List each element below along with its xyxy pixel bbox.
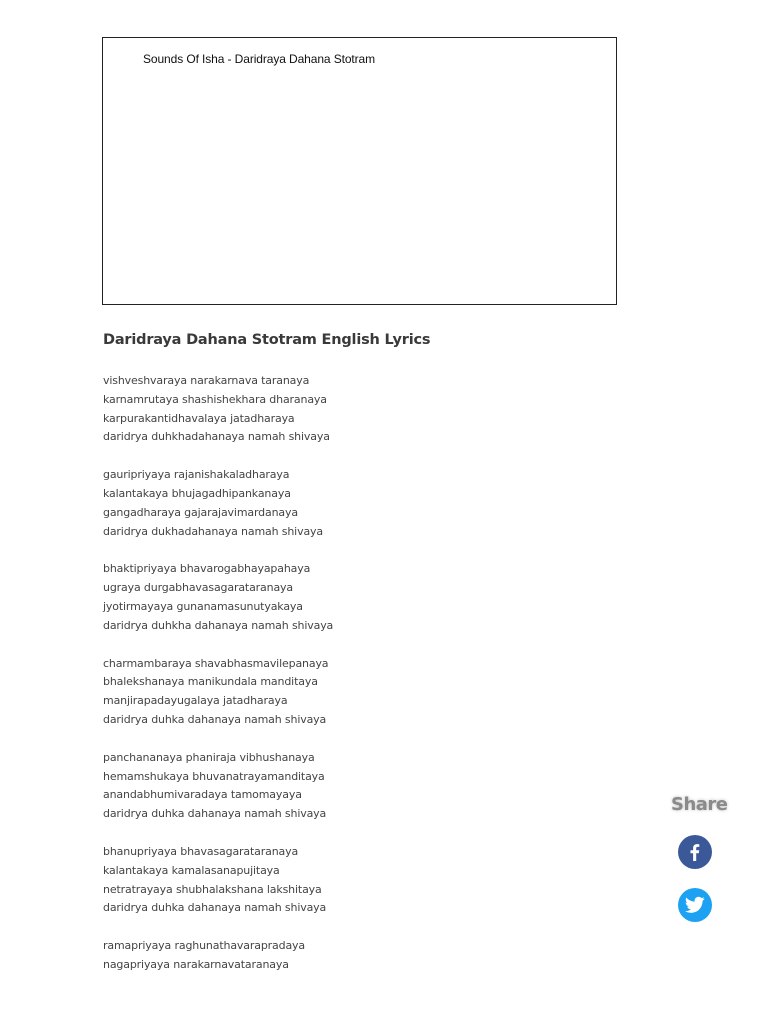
lyric-line: ramapriyaya raghunathavarapradaya — [103, 939, 305, 953]
stanza — [103, 466, 603, 541]
stanza — [103, 372, 603, 447]
stanza — [103, 937, 603, 975]
lyric-line: panchananaya phaniraja vibhushanaya — [103, 750, 315, 764]
lyric-line: gauripriyaya rajanishakaladharaya — [103, 468, 290, 482]
facebook-share-button[interactable] — [678, 835, 712, 869]
stanza — [103, 560, 603, 635]
lyric-line: anandabhumivaradaya tamomayaya — [103, 788, 302, 802]
lyric-line: daridrya duhka dahanaya namah shivaya — [103, 712, 327, 726]
stanza — [103, 655, 603, 730]
lyric-line: daridrya dukhadahanaya namah shivaya — [103, 524, 323, 538]
lyric-line: kalantakaya kamalasanapujitaya — [103, 863, 280, 877]
video-title[interactable]: Sounds Of Isha - Daridraya Dahana Stotram — [143, 52, 376, 66]
lyrics-heading: Daridraya Dahana Stotram English Lyrics — [103, 332, 431, 348]
lyric-line: kalantakaya bhujagadhipankanaya — [103, 486, 291, 500]
lyric-line: bhaktipriyaya bhavarogabhayapahaya — [103, 562, 311, 576]
lyric-line: daridrya duhka dahanaya namah shivaya — [103, 901, 327, 915]
lyric-line: nagapriyaya narakarnavataranaya — [103, 957, 289, 971]
stanza — [103, 749, 603, 824]
lyric-line: bhanupriyaya bhavasagarataranaya — [103, 844, 299, 858]
twitter-icon — [685, 896, 705, 914]
lyric-line: hemamshukaya bhuvanatrayamanditaya — [103, 769, 325, 783]
lyric-line: daridrya duhka dahanaya namah shivaya — [103, 807, 327, 821]
lyric-line: karnamrutaya shashishekhara dharanaya — [103, 392, 327, 406]
lyric-line: daridrya duhkhadahanaya namah shivaya — [103, 430, 330, 444]
lyric-line: charmambaraya shavabhasmavilepanaya — [103, 656, 329, 670]
lyric-line: ugraya durgabhavasagarataranaya — [103, 581, 294, 595]
video-player[interactable] — [102, 37, 617, 305]
lyric-line: manjirapadayugalaya jatadharaya — [103, 694, 288, 708]
lyric-line: netratrayaya shubhalakshana lakshitaya — [103, 882, 322, 896]
stanza — [103, 843, 603, 918]
share-label: Share — [671, 794, 728, 815]
lyric-line: vishveshvaraya narakarnava taranaya — [103, 374, 310, 387]
twitter-share-button[interactable] — [678, 888, 712, 922]
facebook-icon — [685, 842, 705, 862]
lyric-line: bhalekshanaya manikundala manditaya — [103, 675, 318, 689]
lyric-line: jyotirmayaya gunanamasunutyakaya — [103, 599, 303, 613]
lyrics-body — [103, 372, 603, 994]
lyric-line: karpurakantidhavalaya jatadharaya — [103, 411, 295, 425]
lyric-line: gangadharaya gajarajavimardanaya — [103, 505, 298, 519]
lyric-line: daridrya duhkha dahanaya namah shivaya — [103, 618, 334, 632]
